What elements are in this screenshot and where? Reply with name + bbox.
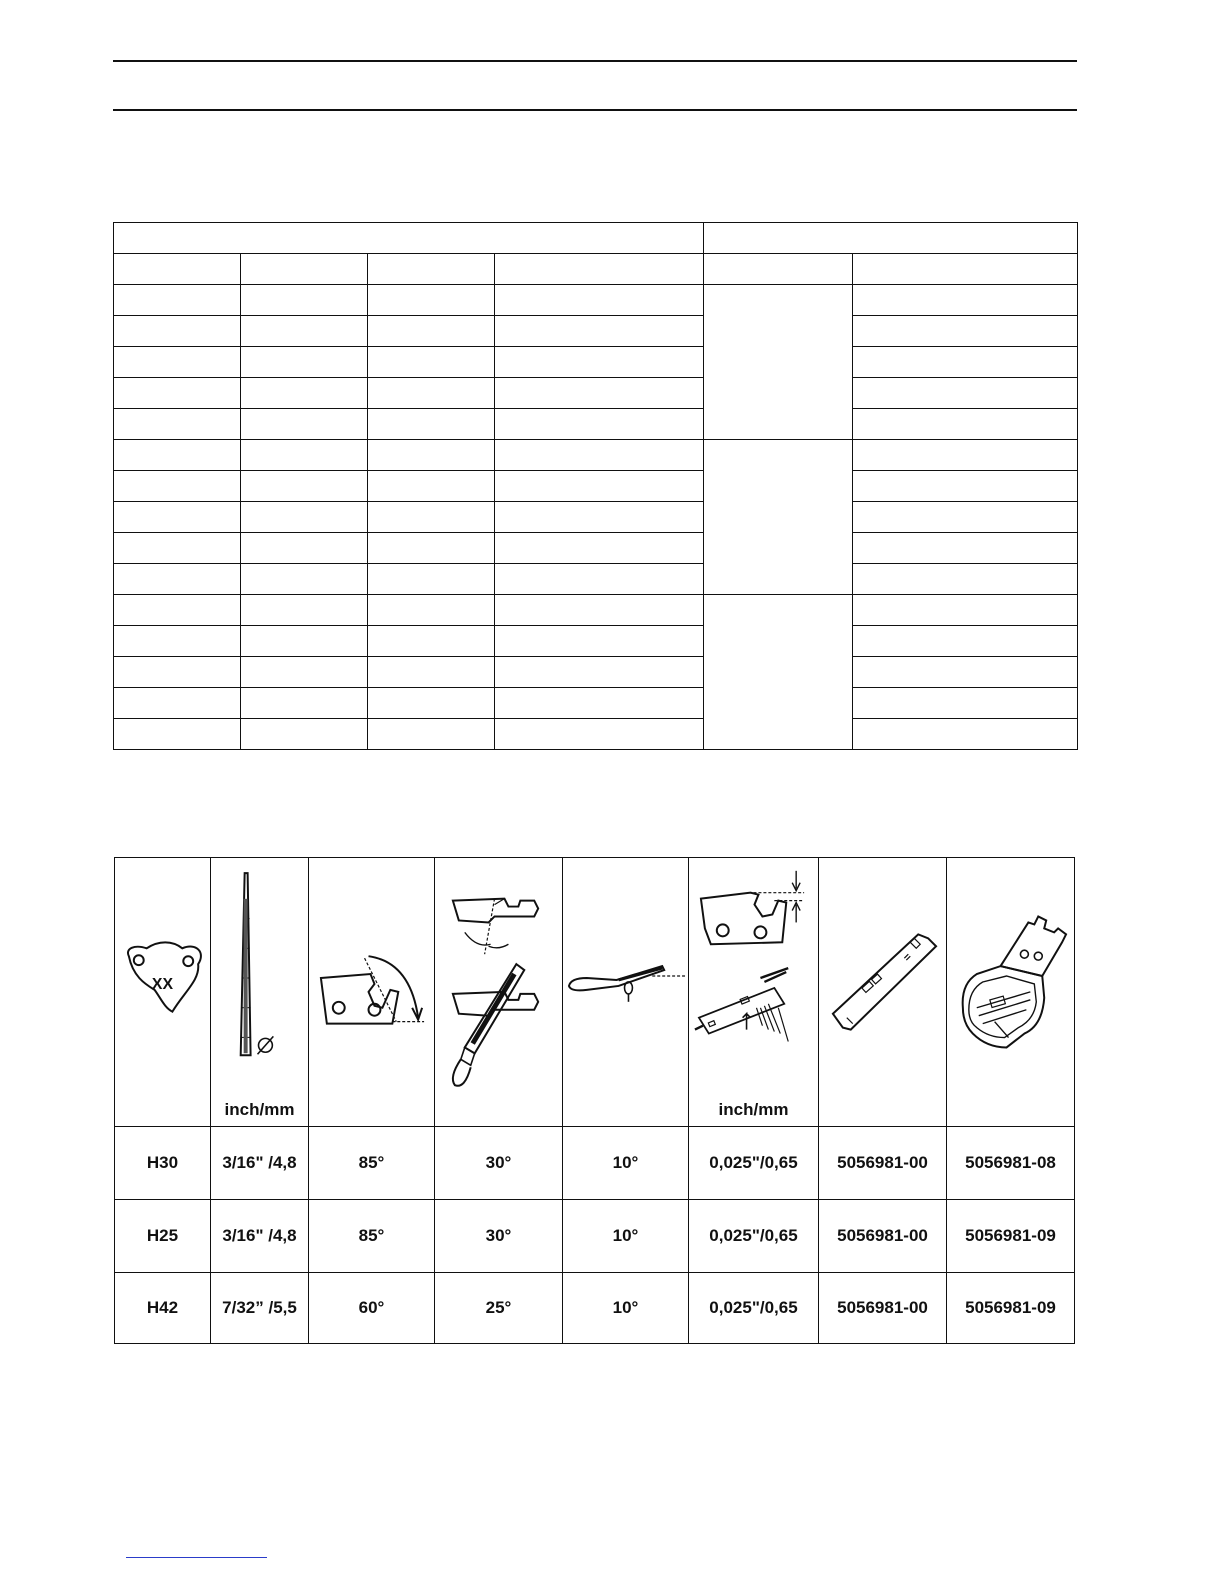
gauge-tool-cell: 5056981-00 <box>819 1200 947 1273</box>
chain-code-header-cell <box>115 858 211 1127</box>
spec-cell <box>368 533 495 564</box>
spec-cell <box>853 688 1078 719</box>
tilt-angle-cell: 10° <box>563 1200 689 1273</box>
file-holder-filing-angle-icon <box>435 858 562 1098</box>
spec-merged-cell <box>704 595 853 750</box>
spec-cell <box>241 316 368 347</box>
filing-angle-cell: 25° <box>435 1273 563 1344</box>
spec-cell <box>114 254 241 285</box>
spec-row <box>114 719 1078 750</box>
spec-table <box>113 222 1078 750</box>
chain-cell: H25 <box>115 1200 211 1273</box>
chain-cell: H30 <box>115 1127 211 1200</box>
spec-row <box>114 378 1078 409</box>
spec-cell <box>853 502 1078 533</box>
spec-cell <box>114 719 241 750</box>
spec-cell <box>241 595 368 626</box>
spec-cell <box>853 564 1078 595</box>
spec-cell <box>495 285 704 316</box>
file-gauge-cell: 5056981-08 <box>947 1127 1075 1200</box>
spec-cell <box>495 719 704 750</box>
spec-row <box>114 409 1078 440</box>
footer-link-underline[interactable] <box>126 1557 267 1558</box>
gauge-tool-cell: 5056981-00 <box>819 1127 947 1200</box>
file-diameter-cell: 3/16" /4,8 <box>211 1127 309 1200</box>
depth-gauge-cell: 0,025"/0,65 <box>689 1127 819 1200</box>
file-gauge-icon <box>947 858 1074 1098</box>
spec-row <box>114 502 1078 533</box>
spec-cell <box>495 440 704 471</box>
spec-cell <box>368 564 495 595</box>
spec-cell <box>853 440 1078 471</box>
header-rule-top <box>113 60 1077 62</box>
spec-cell <box>495 657 704 688</box>
spec-row <box>114 688 1078 719</box>
top-angle-cell: 85° <box>309 1200 435 1273</box>
spec-cell <box>495 378 704 409</box>
top-plate-angle-header-cell <box>309 858 435 1127</box>
spec-cell <box>241 440 368 471</box>
table-row <box>115 1273 1075 1344</box>
spec-cell <box>495 502 704 533</box>
spec-cell <box>853 409 1078 440</box>
depth-gauge-header-cell <box>689 858 819 1127</box>
spec-merged-cell <box>704 440 853 595</box>
spec-cell <box>495 688 704 719</box>
spec-subheader-row <box>114 254 1078 285</box>
spec-row <box>114 657 1078 688</box>
spec-cell <box>241 471 368 502</box>
spec-cell <box>368 471 495 502</box>
spec-cell <box>114 409 241 440</box>
spec-cell <box>495 254 704 285</box>
spec-cell <box>241 285 368 316</box>
file-diameter-unit: inch/mm <box>224 1100 295 1119</box>
file-diameter-header-cell <box>211 858 309 1127</box>
spec-header-cell-left <box>114 223 704 254</box>
spec-row <box>114 626 1078 657</box>
tilt-angle-cell: 10° <box>563 1127 689 1200</box>
spec-cell <box>853 316 1078 347</box>
spec-cell <box>495 471 704 502</box>
spec-cell <box>495 533 704 564</box>
table-row <box>115 1200 1075 1273</box>
chain-cell: H42 <box>115 1273 211 1344</box>
spec-row <box>114 285 1078 316</box>
chain-link-code-icon <box>115 858 210 1098</box>
spec-cell <box>114 688 241 719</box>
spec-cell <box>853 533 1078 564</box>
spec-cell <box>368 688 495 719</box>
spec-row <box>114 440 1078 471</box>
top-angle-cell: 85° <box>309 1127 435 1200</box>
chain-code-label: XX <box>151 975 174 993</box>
spec-cell <box>368 347 495 378</box>
spec-cell <box>853 657 1078 688</box>
spec-cell <box>853 626 1078 657</box>
spec-cell <box>241 378 368 409</box>
spec-cell <box>495 347 704 378</box>
top-angle-cell: 60° <box>309 1273 435 1344</box>
spec-cell <box>853 378 1078 409</box>
spec-cell <box>241 409 368 440</box>
round-file-icon <box>211 858 308 1098</box>
spec-cell <box>368 254 495 285</box>
spec-cell <box>114 378 241 409</box>
spec-cell <box>241 719 368 750</box>
spec-cell <box>853 471 1078 502</box>
spec-header-row <box>114 223 1078 254</box>
filing-angle-cell: 30° <box>435 1127 563 1200</box>
spec-row <box>114 533 1078 564</box>
spec-cell <box>241 502 368 533</box>
cutter-top-plate-angle-icon <box>309 858 434 1098</box>
tilt-angle-cell: 10° <box>563 1273 689 1344</box>
spec-cell <box>495 409 704 440</box>
file-diameter-cell: 3/16" /4,8 <box>211 1200 309 1273</box>
spec-row <box>114 595 1078 626</box>
spec-cell <box>495 564 704 595</box>
spec-cell <box>853 719 1078 750</box>
spec-cell <box>114 471 241 502</box>
spec-row <box>114 316 1078 347</box>
filing-angle-cell: 30° <box>435 1200 563 1273</box>
file-gauge-header-cell <box>947 858 1075 1127</box>
file-gauge-cell: 5056981-09 <box>947 1200 1075 1273</box>
spec-cell <box>114 285 241 316</box>
spec-header-cell-right <box>704 223 1078 254</box>
spec-cell <box>241 533 368 564</box>
spec-cell <box>241 254 368 285</box>
spec-cell <box>114 316 241 347</box>
gauge-tool-cell: 5056981-00 <box>819 1273 947 1344</box>
sharpening-table <box>114 857 1075 1344</box>
spec-merged-cell <box>704 285 853 440</box>
spec-cell <box>114 657 241 688</box>
spec-row <box>114 347 1078 378</box>
spec-cell <box>241 657 368 688</box>
spec-cell <box>368 657 495 688</box>
spec-cell <box>368 626 495 657</box>
spec-cell <box>368 409 495 440</box>
spec-cell <box>853 595 1078 626</box>
file-diameter-cell: 7/32” /5,5 <box>211 1273 309 1344</box>
spec-cell <box>368 719 495 750</box>
spec-row <box>114 564 1078 595</box>
spec-cell <box>114 533 241 564</box>
spec-cell <box>853 347 1078 378</box>
spec-cell <box>704 254 853 285</box>
sharpening-icon-row <box>115 858 1075 1127</box>
depth-gauge-tool-icon <box>689 858 818 1098</box>
file-tilt-angle-icon <box>563 858 688 1098</box>
spec-cell <box>241 688 368 719</box>
spec-cell <box>368 595 495 626</box>
spec-cell <box>368 285 495 316</box>
spec-cell <box>114 440 241 471</box>
header-rule-bottom <box>113 109 1077 111</box>
spec-cell <box>368 316 495 347</box>
filing-angle-header-cell <box>435 858 563 1127</box>
depth-gauge-tool-plate-icon <box>819 858 946 1098</box>
spec-cell <box>114 595 241 626</box>
spec-cell <box>853 285 1078 316</box>
spec-cell <box>241 564 368 595</box>
gauge-tool-header-cell <box>819 858 947 1127</box>
spec-cell <box>495 626 704 657</box>
spec-cell <box>368 440 495 471</box>
spec-cell <box>241 626 368 657</box>
spec-cell <box>114 502 241 533</box>
depth-gauge-unit: inch/mm <box>718 1100 789 1119</box>
table-row <box>115 1127 1075 1200</box>
spec-cell <box>368 502 495 533</box>
spec-cell <box>495 316 704 347</box>
spec-cell <box>114 564 241 595</box>
spec-cell <box>853 254 1078 285</box>
spec-row <box>114 471 1078 502</box>
spec-cell <box>241 347 368 378</box>
spec-cell <box>114 347 241 378</box>
spec-cell <box>368 378 495 409</box>
spec-cell <box>495 595 704 626</box>
file-tilt-angle-header-cell <box>563 858 689 1127</box>
depth-gauge-cell: 0,025"/0,65 <box>689 1273 819 1344</box>
depth-gauge-cell: 0,025"/0,65 <box>689 1200 819 1273</box>
spec-cell <box>114 626 241 657</box>
file-gauge-cell: 5056981-09 <box>947 1273 1075 1344</box>
